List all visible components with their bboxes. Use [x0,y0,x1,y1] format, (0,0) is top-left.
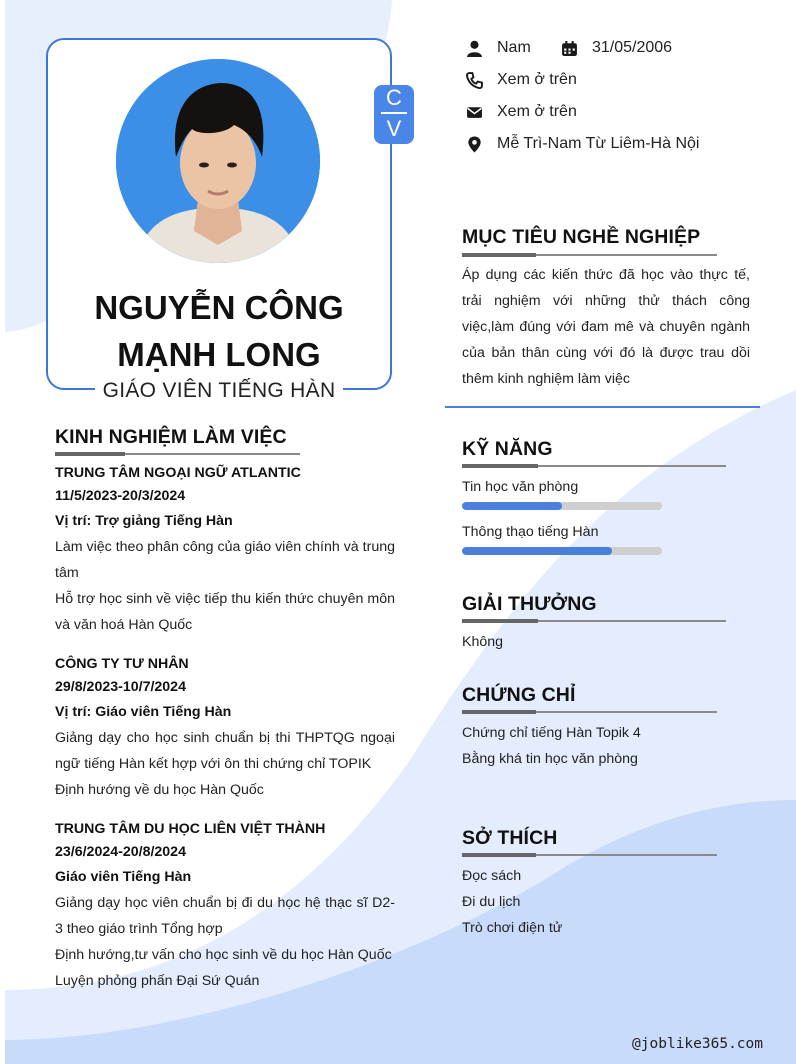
certificate-item-2: Bằng khá tin học văn phòng [462,751,638,767]
envelope-icon [466,104,483,121]
email-value: Xem ở trên [497,103,577,120]
skills-heading-line [462,465,726,467]
phone-icon [466,72,483,89]
skill-bar-2 [462,547,662,555]
skill-bar-1 [462,502,662,510]
gender-value: Nam [497,39,531,56]
job-1-period: 11/5/2023-20/3/2024 [55,488,186,504]
job-2-position: Vị trí: Giáo viên Tiếng Hàn [55,704,232,720]
job-title-text: GIÁO VIÊN TIẾNG HÀN [95,379,344,402]
portrait-image [116,59,320,263]
hobby-item-1: Đọc sách [462,868,522,884]
skill-bar-fill-2 [462,547,612,555]
job-2-company: CÔNG TY TƯ NHÂN [55,656,189,672]
name-line-2: MẠNH LONG [117,336,321,373]
watermark: @joblike365.com [632,1036,763,1052]
job-3-position: Giáo viên Tiếng Hàn [55,869,192,885]
objective-heading-line [462,254,717,256]
awards-heading-line [462,620,726,622]
calendar-icon [561,40,578,57]
job-1-desc-1: Làm việc theo phân công của giáo viên chính và trung tâm [55,539,395,581]
cv-badge-divider [381,112,407,114]
job-2-desc-1: Giảng dạy cho học sinh chuẩn bị thi THPTQG ngoại ngữ tiếng Hàn kết hợp với ôn thi chứng chỉ TOPIK [55,730,395,772]
hobby-item-3: Trò chơi điện tử [462,920,563,936]
hobby-item-2: Đi du lịch [462,894,521,910]
contact-phone [466,69,577,91]
certificate-item-1: Chứng chỉ tiếng Hàn Topik 4 [462,725,641,741]
job-3-desc-3: Luyện phỏng phấn Đại Sứ Quán [55,973,260,989]
birthday-value: 31/05/2006 [592,39,673,56]
job-title [48,379,390,403]
contact-gender [466,37,531,59]
cv-badge-c: C [386,85,402,110]
award-item-1: Không [462,634,504,650]
hobbies-heading: SỞ THÍCH [462,827,558,849]
certificates-heading-line [462,711,717,713]
name-line-1: NGUYỄN CÔNG [94,289,344,326]
job-1-company: TRUNG TÂM NGOẠI NGỮ ATLANTIC [55,465,301,481]
objective-heading: MỤC TIÊU NGHỀ NGHIỆP [462,226,701,248]
cv-badge-v: V [386,116,402,141]
job-1-position: Vị trí: Trợ giảng Tiếng Hàn [55,513,233,529]
contact-email [466,101,577,123]
skills-heading: KỸ NĂNG [462,438,553,460]
experience-heading-line [55,453,300,455]
contact-birthday [561,37,672,59]
user-icon [466,40,483,57]
objective-text: Áp dụng các kiến thức đã học vào thực tế, trải nghiệm với những thử thách công việc,làm đúng với đam mê và chuyên ngành của bản thân cùng với đó là được trau dồi thêm kinh nghiệm làm việc [462,267,750,387]
phone-value: Xem ở trên [497,71,577,88]
job-3-desc-2: Định hướng,tư vấn cho học sinh về du học Hàn Quốc [55,947,392,963]
awards-heading: GIẢI THƯỞNG [462,593,597,615]
contact-address [466,133,699,155]
job-3-company: TRUNG TÂM DU HỌC LIÊN VIỆT THÀNH [55,821,326,837]
profile-card [46,38,392,402]
job-3-desc-1: Giảng dạy học viên chuẩn bị đi du học hệ thạc sĩ D2-3 theo giáo trình Tổng hợp [55,895,395,937]
location-pin-icon [466,136,483,153]
job-1-desc-2: Hỗ trợ học sinh về việc tiếp thu kiến thức chuyên môn và văn hoá Hàn Quốc [55,591,395,633]
job-2-desc-2: Định hướng về du học Hàn Quốc [55,782,264,798]
full-name [48,284,390,378]
job-2-period: 29/8/2023-10/7/2024 [55,679,186,695]
job-3-period: 23/6/2024-20/8/2024 [55,844,186,860]
skill-label-1: Tin học văn phòng [462,479,579,495]
avatar [116,59,320,263]
experience-heading: KINH NGHIỆM LÀM VIỆC [55,426,287,448]
certificates-heading: CHỨNG CHỈ [462,684,576,706]
address-value: Mễ Trì-Nam Từ Liêm-Hà Nội [497,135,700,152]
skill-label-2: Thông thạo tiếng Hàn [462,524,599,540]
section-divider [445,406,760,408]
skill-bar-fill-1 [462,502,562,510]
hobbies-heading-line [462,854,717,856]
cv-badge [374,85,414,144]
